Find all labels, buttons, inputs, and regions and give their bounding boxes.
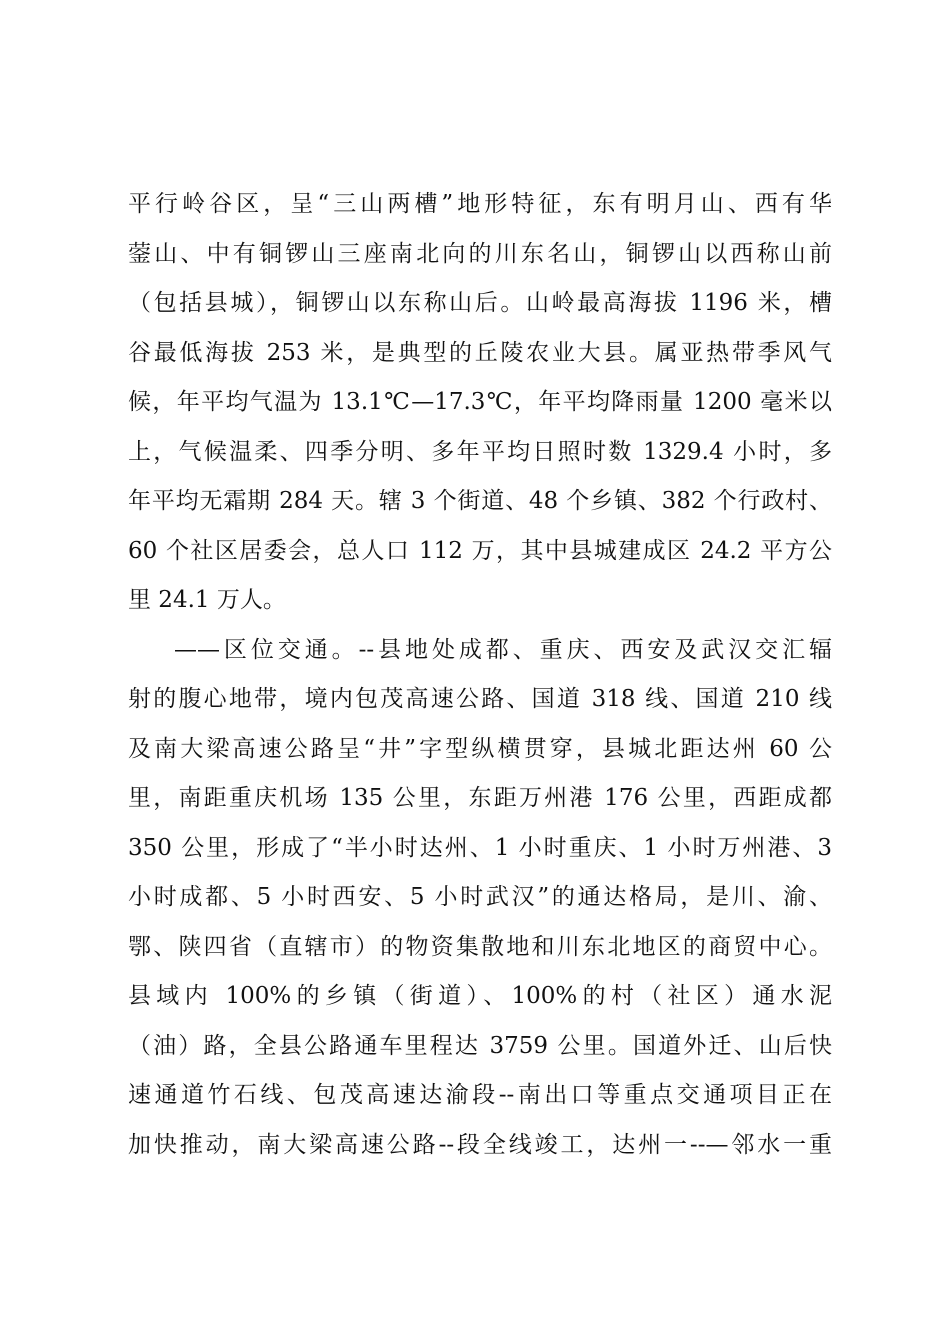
text-line: 平行岭谷区，呈“三山两槽”地形特征，东有明月山、西有华: [128, 191, 832, 217]
text-line: （包括县城），铜锣山以东称山后。山岭最高海拔 1196 米，槽: [128, 290, 832, 316]
text-line: 鄂、陕四省（直辖市）的物资集散地和川东北地区的商贸中心。: [128, 933, 832, 960]
text-line: 350 公里，形成了“半小时达州、1 小时重庆、1 小时万州港、3: [128, 834, 832, 861]
text-line: 候，年平均气温为 13.1℃—17.3℃，年平均降雨量 1200 毫米以: [128, 389, 832, 415]
text-line: 上，气候温柔、四季分明、多年平均日照时数 1329.4 小时，多: [128, 438, 832, 465]
text-line: 县域内 100%的乡镇（街道）、100%的村（社区）通水泥: [128, 983, 832, 1009]
text-line: 年平均无霜期 284 天。辖 3 个街道、48 个乡镇、382 个行政村、: [128, 488, 832, 514]
text-line: 射的腹心地带，境内包茂高速公路、国道 318 线、国道 210 线: [128, 686, 832, 712]
text-line: 里，南距重庆机场 135 公里，东距万州港 176 公里，西距成都: [128, 785, 832, 811]
section-heading-line: ——区位交通。--县地处成都、重庆、西安及武汉交汇辐: [174, 636, 832, 663]
body-text: [128, 180, 832, 1170]
text-line: 蓥山、中有铜锣山三座南北向的川东名山，铜锣山以西称山前: [128, 240, 832, 267]
text-line: 60 个社区居委会，总人口 112 万，其中县城建成区 24.2 平方公: [128, 537, 832, 564]
text-line: 及南大梁高速公路呈“井”字型纵横贯穿，县城北距达州 60 公: [128, 735, 832, 762]
text-line: 速通道竹石线、包茂高速达渝段--南出口等重点交通项目正在: [128, 1082, 832, 1108]
text-line: 里 24.1 万人。: [128, 587, 286, 613]
text-line: 小时成都、5 小时西安、5 小时武汉”的通达格局，是川、渝、: [128, 884, 832, 910]
text-line: 加快推动，南大梁高速公路--段全线竣工，达州一--—邻水一重: [128, 1131, 832, 1158]
text-line: （油）路，全县公路通车里程达 3759 公里。国道外迁、山后快: [128, 1032, 832, 1059]
text-line: 谷最低海拔 253 米，是典型的丘陵农业大县。属亚热带季风气: [128, 339, 832, 366]
